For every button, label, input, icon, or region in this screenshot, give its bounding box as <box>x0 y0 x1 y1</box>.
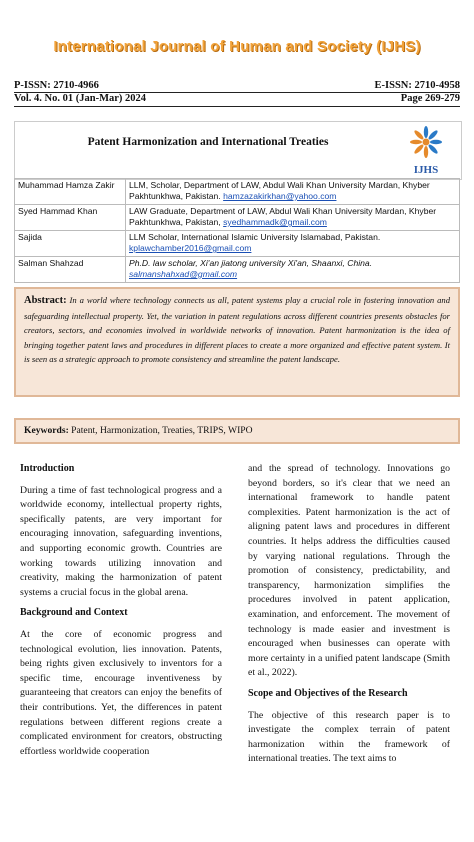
author-email[interactable]: kplawchamber2016@gmail.com <box>129 243 252 253</box>
author-email[interactable]: syedhammadk@gmail.com <box>223 217 327 227</box>
logo-label: IJHS <box>413 164 439 176</box>
author-row <box>15 257 460 283</box>
keywords-box <box>14 418 460 444</box>
abstract-box <box>14 287 460 397</box>
author-row <box>15 231 460 257</box>
left-column <box>20 462 222 765</box>
keywords-label: Keywords: <box>24 425 69 436</box>
intro-text: During a time of fast technological progress and a worldwide economy, intellectual property rights, specifically patents, are very important for encouraging innovation, safeguarding inventions, and supporting economic growth. Countries are working towards utilizing innovation and creativity, making the harmonization of patent systems a crucial focus in the global arena. <box>20 484 222 598</box>
abstract-label: Abstract: <box>24 295 67 306</box>
p-issn: P-ISSN: 2710-4966 <box>14 80 99 91</box>
issn-row <box>14 80 460 91</box>
keywords-text: Patent, Harmonization, Treaties, TRIPS, WIPO <box>71 425 253 436</box>
authors-table <box>14 178 460 283</box>
title-box <box>14 121 462 180</box>
paper-title: Patent Harmonization and International Treaties <box>87 136 329 148</box>
author-affiliation: Ph.D. law scholar, Xi'an jiatong university Xi'an, Shaanxi, China. salmanshahxad@gmail.com <box>126 257 460 283</box>
author-name: Sajida <box>15 231 126 257</box>
author-name: Salman Shahzad <box>15 257 126 283</box>
author-row <box>15 205 460 231</box>
continued-text: and the spread of technology. Innovations go beyond borders, so it's clear that we need an international framework to handle patent complexities. Patent harmonization is the act of aligning patent laws and procedures in different countries. It helps address the difficulties caused by varying national regulations. Through the promotion of consistency, predictability, and transparency, harmonization simplifies the procedures involved in patent application, examination, and enforcement. The movement of technology is made easier and investment is encouraged when businesses can operate with more certainty in a unified patent landscape (Smith et al., 2022). <box>248 463 450 679</box>
scope-heading: Scope and Objectives of the Research <box>248 687 408 699</box>
author-affiliation: LLM, Scholar, Department of LAW, Abdul Wali Khan University Mardan, Khyber Pakhtunkhwa, Pakistan. hamzazakirkhan@yahoo.com <box>126 179 460 205</box>
ijhs-logo-icon <box>401 124 451 176</box>
divider <box>14 106 460 107</box>
author-affiliation: LAW Graduate, Department of LAW, Abdul Wali Khan University Mardan, Khyber Pakhtunkhwa, Pakistan, syedhammadk@gmail.com <box>126 205 460 231</box>
right-column <box>248 462 450 773</box>
background-heading: Background and Context <box>20 607 128 619</box>
volume-info: Vol. 4. No. 01 (Jan-Mar) 2024 <box>14 93 147 104</box>
volume-row <box>14 93 460 104</box>
author-affiliation: LLM Scholar, International Islamic University Islamabad, Pakistan. kplawchamber2016@gmail.com <box>126 231 460 257</box>
author-name: Muhammad Hamza Zakir <box>15 179 126 205</box>
journal-title: International Journal of Human and Society (IJHS) <box>53 38 421 55</box>
author-row <box>15 179 460 205</box>
intro-heading: Introduction <box>20 463 75 474</box>
e-issn: E-ISSN: 2710-4958 <box>374 80 460 91</box>
author-email[interactable]: hamzazakirkhan@yahoo.com <box>223 191 337 201</box>
page-range: Page 269-279 <box>400 93 460 104</box>
background-text: At the core of economic progress and technological evolution, lies innovation. Patents, being rights given exclusively to inventors for a specific time, encourage inventiveness by guaranteeing that creators can enjoy the benefits of their contributions. Yet, the differences in patent regulations between different regions create a complicated environment for creators, obstructing effortless worldwide cooperation <box>20 628 222 757</box>
author-email[interactable]: salmanshahxad@gmail.com <box>129 269 238 279</box>
author-name: Syed Hammad Khan <box>15 205 126 231</box>
abstract-text: In a world where technology connects us all, patent systems play a crucial role in fostering innovation and safeguarding intellectual property. Yet, the variation in patent regulations across different countries presents obstacles for creators, sectors, and economies involved in worldwide networks of innovation. Patent harmonization is the idea of bringing together patent laws and procedures in different places to create a more organized and effective patent system. It is seen as a strategic approach to promote consistency and streamline the patent landscape. <box>24 295 450 365</box>
scope-text: The objective of this research paper is to investigate the complex terrain of patent harmonization within the framework of international treaties. The text aims to <box>248 709 450 765</box>
